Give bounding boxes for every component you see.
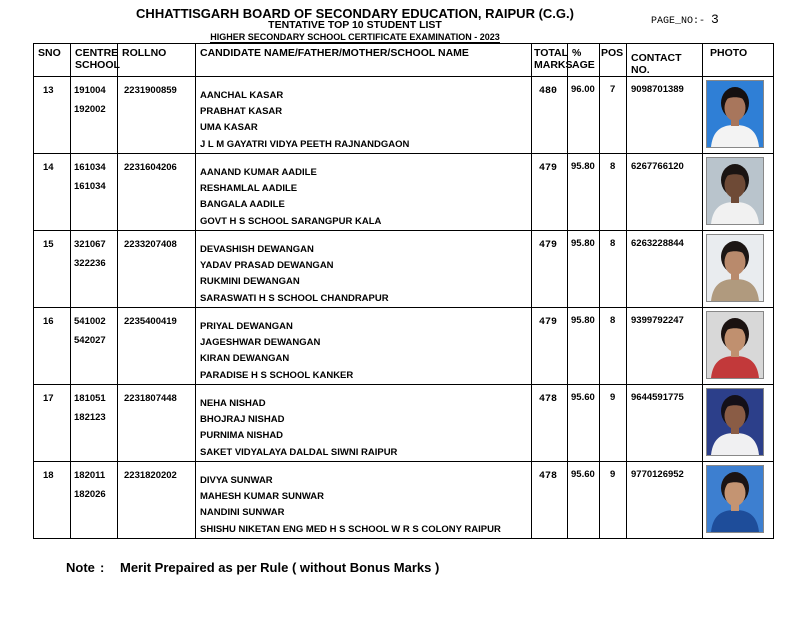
candidate-name: PRIYAL DEWANGAN xyxy=(200,321,293,332)
candidate-cell xyxy=(196,308,532,385)
father-name: MAHESH KUMAR SUNWAR xyxy=(200,491,325,502)
sno-cell xyxy=(34,385,71,462)
photo-cell xyxy=(703,154,774,231)
contact-cell xyxy=(627,154,703,231)
col-candidate: CANDIDATE NAME/FATHER/MOTHER/SCHOOL NAME xyxy=(196,44,532,77)
photo-cell xyxy=(703,308,774,385)
contact-cell xyxy=(627,308,703,385)
candidate-cell xyxy=(196,154,532,231)
position-cell xyxy=(600,462,627,539)
student-photo xyxy=(706,80,764,148)
roll-number: 2235400419 xyxy=(124,316,177,327)
sno-cell xyxy=(34,154,71,231)
percentage-cell xyxy=(568,154,600,231)
candidate-name: AANCHAL KASAR xyxy=(200,90,284,101)
roll-number: 2231900859 xyxy=(124,85,177,96)
sno: 15 xyxy=(43,239,54,250)
candidate-cell xyxy=(196,231,532,308)
roll-number: 2233207408 xyxy=(124,239,177,250)
percentage: 95.60 xyxy=(571,469,595,480)
centre-cell xyxy=(71,77,118,154)
position-cell xyxy=(600,385,627,462)
contact-cell xyxy=(627,77,703,154)
sno: 18 xyxy=(43,470,54,481)
school-code: 182026 xyxy=(74,489,106,500)
total-cell xyxy=(532,154,568,231)
merit-table xyxy=(33,43,774,539)
percentage: 95.80 xyxy=(571,238,595,249)
position: 8 xyxy=(610,161,616,172)
col-sno: SNO xyxy=(34,44,71,77)
school-code: 322236 xyxy=(74,258,106,269)
rollno-cell xyxy=(118,308,196,385)
page-number: PAGE_NO:- 3 xyxy=(651,12,719,27)
roll-number: 2231604206 xyxy=(124,162,177,173)
sno-cell xyxy=(34,308,71,385)
note-separator: : xyxy=(100,560,105,575)
total-marks: 479 xyxy=(539,240,558,251)
mother-name: NANDINI SUNWAR xyxy=(200,507,285,518)
col-contact: CONTACT NO. xyxy=(627,44,703,77)
contact-number: 6267766120 xyxy=(631,161,684,172)
student-photo xyxy=(706,465,764,533)
contact-cell xyxy=(627,462,703,539)
sno-cell xyxy=(34,77,71,154)
candidate-name: DIVYA SUNWAR xyxy=(200,475,273,486)
centre-code: 181051 xyxy=(74,393,106,404)
student-photo xyxy=(706,311,764,379)
total-cell xyxy=(532,462,568,539)
contact-cell xyxy=(627,231,703,308)
sno: 16 xyxy=(43,316,54,327)
note-label: Note xyxy=(66,560,95,575)
centre-code: 161034 xyxy=(74,162,106,173)
percentage: 95.60 xyxy=(571,392,595,403)
centre-code: 541002 xyxy=(74,316,106,327)
student-photo xyxy=(706,234,764,302)
contact-number: 9399792247 xyxy=(631,315,684,326)
father-name: PRABHAT KASAR xyxy=(200,106,283,117)
centre-cell xyxy=(71,231,118,308)
centre-cell xyxy=(71,462,118,539)
table-row xyxy=(34,462,774,539)
student-photo xyxy=(706,388,764,456)
candidate-name: NEHA NISHAD xyxy=(200,398,266,409)
sno: 13 xyxy=(43,85,54,96)
contact-number: 9644591775 xyxy=(631,392,684,403)
rollno-cell xyxy=(118,385,196,462)
percentage-cell xyxy=(568,462,600,539)
sno: 14 xyxy=(43,162,54,173)
position: 9 xyxy=(610,469,616,480)
centre-cell xyxy=(71,154,118,231)
school-name: SAKET VIDYALAYA DALDAL SIWNI RAIPUR xyxy=(200,447,398,458)
father-name: YADAV PRASAD DEWANGAN xyxy=(200,260,334,271)
table-header-row xyxy=(34,44,774,77)
contact-number: 9770126952 xyxy=(631,469,684,480)
father-name: RESHAMLAL AADILE xyxy=(200,183,298,194)
table-row xyxy=(34,231,774,308)
board-title: CHHATTISGARH BOARD OF SECONDARY EDUCATION, RAIPUR (C.G.) xyxy=(136,6,574,21)
percentage: 95.80 xyxy=(571,315,595,326)
total-marks: 478 xyxy=(539,471,558,482)
rollno-cell xyxy=(118,462,196,539)
total-cell xyxy=(532,77,568,154)
candidate-name: DEVASHISH DEWANGAN xyxy=(200,244,314,255)
table-row xyxy=(34,308,774,385)
school-code: 161034 xyxy=(74,181,106,192)
sno-cell xyxy=(34,462,71,539)
table-row xyxy=(34,154,774,231)
note-text: Merit Prepaired as per Rule ( without Bonus Marks ) xyxy=(120,560,440,575)
position-cell xyxy=(600,77,627,154)
candidate-name: AANAND KUMAR AADILE xyxy=(200,167,317,178)
total-marks: 479 xyxy=(539,163,558,174)
contact-number: 6263228844 xyxy=(631,238,684,249)
photo-cell xyxy=(703,385,774,462)
table-row xyxy=(34,77,774,154)
centre-cell xyxy=(71,385,118,462)
photo-cell xyxy=(703,77,774,154)
list-title: TENTATIVE TOP 10 STUDENT LIST xyxy=(268,19,442,31)
school-name: J L M GAYATRI VIDYA PEETH RAJNANDGAON xyxy=(200,139,410,150)
col-position: POS xyxy=(600,44,627,77)
rollno-cell xyxy=(118,154,196,231)
candidate-cell xyxy=(196,462,532,539)
position-cell xyxy=(600,308,627,385)
position-cell xyxy=(600,231,627,308)
total-cell xyxy=(532,231,568,308)
col-centre-school: CENTRE SCHOOL xyxy=(71,44,118,77)
exam-title: HIGHER SECONDARY SCHOOL CERTIFICATE EXAMINATION - 2023 xyxy=(210,32,500,42)
mother-name: KIRAN DEWANGAN xyxy=(200,353,290,364)
mother-name: PURNIMA NISHAD xyxy=(200,430,284,441)
father-name: BHOJRAJ NISHAD xyxy=(200,414,285,425)
school-name: GOVT H S SCHOOL SARANGPUR KALA xyxy=(200,216,382,227)
candidate-cell xyxy=(196,385,532,462)
contact-number: 9098701389 xyxy=(631,84,684,95)
position: 7 xyxy=(610,84,616,95)
total-marks: 479 xyxy=(539,317,558,328)
table-row xyxy=(34,385,774,462)
centre-code: 191004 xyxy=(74,85,106,96)
percentage-cell xyxy=(568,231,600,308)
percentage: 95.80 xyxy=(571,161,595,172)
sno: 17 xyxy=(43,393,54,404)
candidate-cell xyxy=(196,77,532,154)
percentage-cell xyxy=(568,308,600,385)
school-code: 192002 xyxy=(74,104,106,115)
col-percentage: % AGE xyxy=(568,44,600,77)
school-name: SARASWATI H S SCHOOL CHANDRAPUR xyxy=(200,293,389,304)
col-total-marks: TOTAL MARKS xyxy=(532,44,568,77)
roll-number: 2231820202 xyxy=(124,470,177,481)
photo-cell xyxy=(703,231,774,308)
centre-code: 321067 xyxy=(74,239,106,250)
position: 9 xyxy=(610,392,616,403)
centre-code: 182011 xyxy=(74,470,106,481)
centre-cell xyxy=(71,308,118,385)
position: 8 xyxy=(610,238,616,249)
mother-name: BANGALA AADILE xyxy=(200,199,285,210)
mother-name: RUKMINI DEWANGAN xyxy=(200,276,300,287)
school-name: PARADISE H S SCHOOL KANKER xyxy=(200,370,354,381)
footer-note xyxy=(66,560,439,575)
rollno-cell xyxy=(118,231,196,308)
school-code: 182123 xyxy=(74,412,106,423)
school-name: SHISHU NIKETAN ENG MED H S SCHOOL W R S COLONY RAIPUR xyxy=(200,524,501,535)
percentage: 96.00 xyxy=(571,84,595,95)
col-photo: PHOTO xyxy=(703,44,774,77)
rollno-cell xyxy=(118,77,196,154)
percentage-cell xyxy=(568,77,600,154)
col-rollno: ROLLNO xyxy=(118,44,196,77)
roll-number: 2231807448 xyxy=(124,393,177,404)
position-cell xyxy=(600,154,627,231)
position: 8 xyxy=(610,315,616,326)
father-name: JAGESHWAR DEWANGAN xyxy=(200,337,321,348)
sno-cell xyxy=(34,231,71,308)
student-photo xyxy=(706,157,764,225)
total-cell xyxy=(532,385,568,462)
photo-cell xyxy=(703,462,774,539)
contact-cell xyxy=(627,385,703,462)
percentage-cell xyxy=(568,385,600,462)
total-marks: 480 xyxy=(539,86,558,97)
total-cell xyxy=(532,308,568,385)
total-marks: 478 xyxy=(539,394,558,405)
school-code: 542027 xyxy=(74,335,106,346)
mother-name: UMA KASAR xyxy=(200,122,258,133)
